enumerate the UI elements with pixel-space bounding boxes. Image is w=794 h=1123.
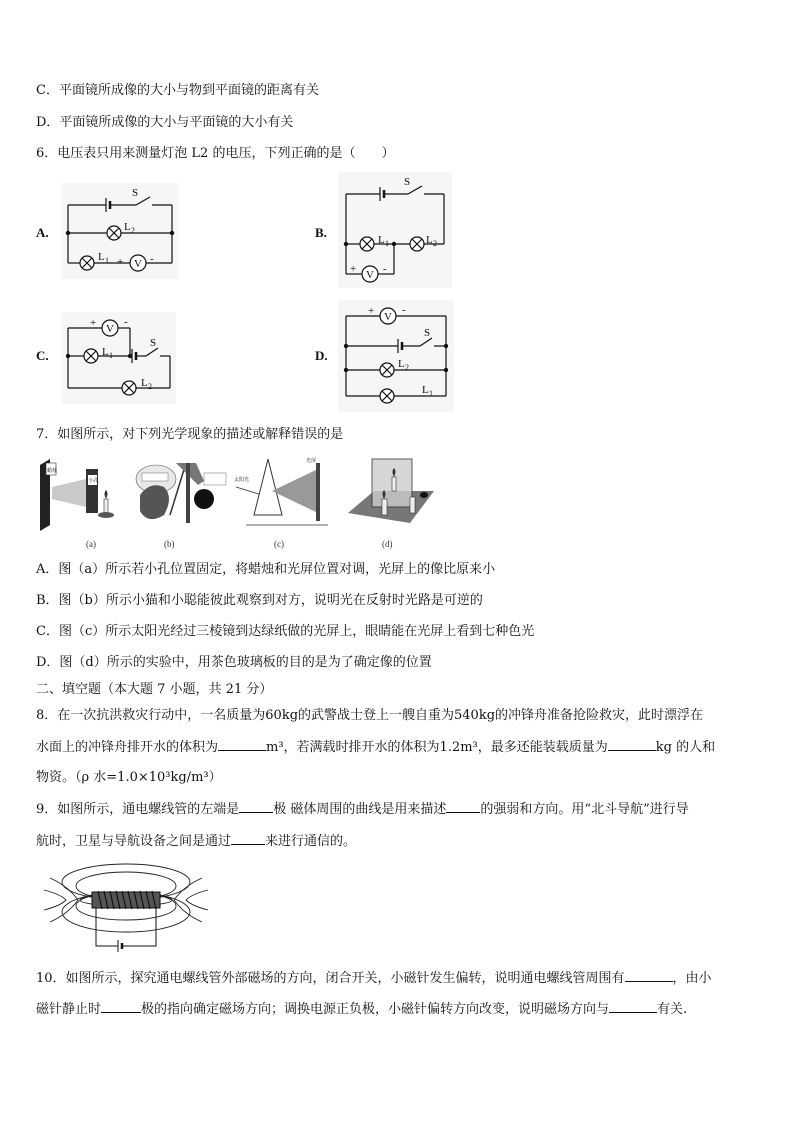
q10-line-1: 10．如图所示，探究通电螺线管外部磁场的方向，闭合开关，小磁针发生偏转，说明通电螺线管周围有 ，由小 [36,971,712,986]
q10-blank-2[interactable] [101,1000,141,1013]
q9-blank-1[interactable] [239,800,273,813]
svg-text:S: S [150,337,157,349]
q10-line-2: 磁针静止时 极的指向确定磁场方向；调换电源正负极，小磁针偏转方向改变，说明磁场方向与 有关. [36,1002,688,1017]
voltmeter-icon: V [134,258,142,270]
switch-label: S [132,187,139,199]
q9-blank-2[interactable] [446,800,480,813]
pinhole-figure [40,459,114,549]
svg-text:L: L [422,384,429,396]
svg-text:1: 1 [385,239,389,248]
svg-text:L: L [102,346,109,358]
svg-text:(a): (a) [86,539,96,549]
svg-text:1: 1 [429,389,433,398]
svg-text:蜡烛: 蜡烛 [47,468,58,474]
q9-line-1: 9．如图所示，通电螺线管的左端是 极 磁体周围的曲线是用来描述 的强弱和方向。用“北斗导航”进行导 [36,802,689,817]
q6-option-a-label: A. [36,225,49,240]
svg-text:S: S [404,176,411,188]
q7-figures [36,455,440,553]
svg-text:V: V [106,323,114,335]
svg-text:+: + [350,263,357,275]
q10-blank-1[interactable] [625,969,673,982]
svg-text:1: 1 [109,351,113,360]
q6-option-d-label: D. [315,348,328,363]
section-2-heading: 二、填空题（本大题 7 小题，共 21 分） [36,682,273,697]
svg-text:-: - [402,304,406,316]
q7-option-c: C．图（c）所示太阳光经过三棱镜到达绿纸做的光屏上，眼睛能在光屏上看到七种色光 [36,624,535,639]
svg-text:光屏: 光屏 [306,458,317,464]
q8-blank-2[interactable] [608,738,656,751]
q6-option-c-label: C. [36,348,49,363]
svg-text:V: V [384,311,392,323]
q10-blank-3[interactable] [609,1000,657,1013]
svg-text:-: - [124,316,128,328]
svg-text:+: + [117,256,124,268]
q6-circuit-a [62,183,178,279]
q7-option-b: B．图（b）所示小猫和小聪能彼此观察到对方，说明光在反射时光路是可逆的 [36,593,483,608]
svg-text:2: 2 [433,239,437,248]
q9-line-2: 航时，卫星与导航设备之间是通过 来进行通信的。 [36,834,357,849]
svg-text:L: L [98,251,105,263]
q6-stem: 6．电压表只用来测量灯泡 L2 的电压，下列正确的是（ ） [36,146,395,161]
svg-text:2: 2 [131,226,135,235]
svg-text:L: L [378,234,385,246]
svg-text:1: 1 [105,256,109,265]
svg-text:V: V [366,269,374,281]
svg-text:L: L [426,234,433,246]
solenoid-field-figure [42,862,210,954]
mirror-cat-figure [136,463,226,549]
q9-blank-3[interactable] [231,832,265,845]
svg-text:(d): (d) [382,539,393,549]
q5-option-d: D．平面镜所成像的大小与平面镜的大小有关 [36,115,294,130]
svg-text:太阳光: 太阳光 [234,477,250,483]
glass-plate-figure [348,459,434,549]
q8-line-3: 物资。（ρ 水=1.0×10³kg/m³） [36,770,222,785]
svg-text:2: 2 [405,363,409,372]
q7-option-a: A．图（a）所示若小孔位置固定，将蜡烛和光屏位置对调，光屏上的像比原来小 [36,562,496,577]
svg-text:+: + [368,305,375,317]
svg-text:S: S [424,327,431,339]
q6-circuit-b [338,172,452,288]
svg-text:-: - [150,253,154,265]
svg-text:L: L [398,358,405,370]
q8-line-2: 水面上的冲锋舟排开水的体积为 m³，若满载时排开水的体积为1.2m³，最多还能装载质量为 kg 的人和 [36,740,716,755]
q7-stem: 7．如图所示，对下列光学现象的描述或解释错误的是 [36,427,344,442]
svg-text:小孔: 小孔 [88,478,99,484]
svg-text:(b): (b) [164,539,175,549]
q6-circuit-d [338,300,454,412]
svg-text:2: 2 [148,382,152,391]
q8-line-1: 8．在一次抗洪救灾行动中，一名质量为60kg的武警战士登上一艘自重为540kg的冲锋舟准备抢险救灾，此时漂浮在 [36,708,704,723]
q6-option-b-label: B. [315,225,327,240]
svg-text:L: L [141,377,148,389]
q6-circuit-c [62,312,176,404]
q5-option-c: C．平面镜所成像的大小与物到平面镜的距离有关 [36,83,319,98]
svg-text:+: + [90,317,97,329]
prism-figure [234,457,328,549]
q7-option-d: D．图（d）所示的实验中，用茶色玻璃板的目的是为了确定像的位置 [36,655,432,670]
q8-blank-1[interactable] [218,738,266,751]
svg-text:-: - [383,263,387,275]
svg-text:L: L [124,221,131,233]
svg-text:(c): (c) [274,539,284,549]
